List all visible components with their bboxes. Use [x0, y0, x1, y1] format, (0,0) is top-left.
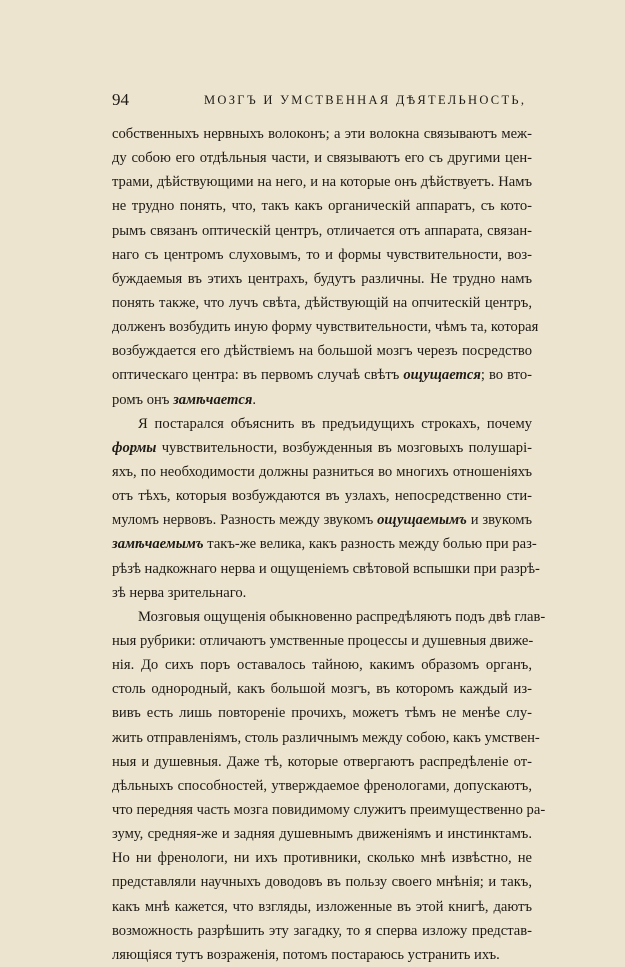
text-line [112, 146, 532, 170]
text-line [112, 388, 532, 412]
text-line [112, 750, 532, 774]
body-text [112, 122, 546, 967]
text-segment: не трудно понять, что, такъ какъ органическій аппаратъ, съ кото- [112, 198, 532, 215]
text-segment: такъ-же велика, какъ разность между болью при раз- [203, 536, 537, 553]
text-segment: ромъ онъ [112, 391, 174, 408]
text-line [112, 315, 539, 339]
emphasized-text: ощущаемымъ [377, 512, 467, 529]
text-segment: яхъ, по необходимости должны разниться во многихъ отношеніяхъ [112, 463, 532, 480]
text-segment: представляли научныхъ доводовъ въ пользу своего мнѣнія; и такъ, [112, 874, 532, 891]
text-segment: отъ тѣхъ, которыя возбуждаются въ узлахъ, непосредственно сти- [112, 488, 532, 505]
text-line [112, 943, 532, 967]
text-line [112, 267, 532, 291]
text-segment: наго съ центромъ слуховымъ, то и формы чувствительности, воз- [112, 246, 532, 263]
text-segment: зѣ нерва зрительнаго. [112, 584, 247, 601]
text-segment: трами, дѣйствующими на него, и на которые онъ дѣйствуетъ. Намъ [112, 174, 532, 191]
paragraph [112, 412, 540, 605]
text-line [112, 701, 532, 725]
emphasized-text: ощущается [403, 367, 481, 384]
text-segment: Мозговыя ощущенія обыкновенно распредѣляютъ подъ двѣ глав- [138, 608, 546, 625]
text-line [112, 774, 532, 798]
text-segment: буждаемыя въ этихъ центрахъ, будутъ различны. Не трудно намъ [112, 270, 532, 287]
text-segment: вивъ есть лишь повтореніе прочихъ, можетъ тѣмъ не менѣе слу- [112, 705, 532, 722]
text-line [112, 798, 546, 822]
text-line [112, 870, 532, 894]
text-line [112, 677, 532, 701]
text-segment: ныя и душевныя. Даже тѣ, которые отвергаютъ распредѣленіе от- [112, 753, 532, 770]
running-title: МОЗГЪ И УМСТВЕННАЯ ДѢЯТЕЛЬНОСТЬ, [204, 93, 527, 107]
text-segment: ; во вто- [480, 367, 532, 384]
text-line [112, 919, 532, 943]
text-segment: жить отправленіямъ, столь различнымъ между собою, какъ умствен- [112, 729, 540, 746]
page-number: 94 [112, 90, 129, 109]
text-line [112, 822, 532, 846]
text-segment: нія. До сихъ поръ оставалось тайною, какимъ образомъ органъ, [112, 657, 532, 674]
page-header [112, 90, 532, 112]
text-line [112, 629, 532, 653]
emphasized-text: замѣчаемымъ [112, 536, 204, 553]
text-line [112, 508, 532, 532]
text-segment: ду собою его отдѣльныя части, и связываютъ его съ другими цен- [112, 150, 532, 167]
text-segment: Я постарался объяснить въ предъидущихъ строкахъ, почему [138, 415, 532, 432]
text-segment: рымъ связанъ оптическій центръ, отличается отъ аппарата, связан- [112, 222, 532, 239]
text-line [112, 194, 532, 218]
paragraph [112, 605, 546, 967]
text-line [112, 605, 546, 629]
text-line [112, 170, 532, 194]
text-line [112, 363, 532, 387]
text-line [112, 557, 540, 581]
text-segment: и звукомъ [466, 512, 532, 529]
text-segment: столь однородный, какъ большой мозгъ, въ которомъ каждый из- [112, 681, 532, 698]
text-segment: понять также, что лучъ свѣта, дѣйствующій на опчитескій центръ, [112, 294, 532, 311]
text-line [112, 291, 532, 315]
text-line [112, 339, 532, 363]
text-segment: какъ мнѣ кажется, что взгляды, изложенные въ этой книгѣ, даютъ [112, 898, 532, 915]
text-segment: оптическаго центра: въ первомъ случаѣ свѣтъ [112, 367, 404, 384]
text-segment: Но ни френологи, ни ихъ противники, сколько мнѣ извѣстно, не [112, 850, 532, 867]
text-segment: муломъ нервовъ. Разность между звукомъ [112, 512, 378, 529]
text-line [112, 895, 532, 919]
text-segment: собственныхъ нервныхъ волоконъ; а эти волокна связываютъ меж- [112, 126, 532, 142]
text-segment: . [252, 391, 257, 408]
text-line [112, 412, 532, 436]
text-segment: что передняя часть мозга повидимому служитъ преимущественно ра- [112, 801, 546, 818]
text-line [112, 726, 540, 750]
text-segment: дѣльныхъ способностей, утверждаемое френологами, допускаютъ, [112, 777, 532, 794]
text-segment: чувствительности, возбужденныя въ мозговыхъ полушарі- [156, 439, 532, 456]
text-segment: возбуждается его дѣйствіемъ на большой мозгъ черезъ посредство [112, 343, 532, 360]
paragraph [112, 122, 539, 412]
text-line [112, 581, 532, 605]
text-segment: ныя рубрики: отличаютъ умственные процессы и душевныя движе- [112, 632, 534, 649]
emphasized-text: формы [112, 439, 157, 456]
text-segment: зуму, средняя-же и задняя душевнымъ движеніямъ и инстинктамъ. [112, 826, 532, 843]
text-segment: возможность разрѣшить эту загадку, то я сперва изложу представ- [112, 922, 532, 939]
text-line [112, 653, 532, 677]
text-line [112, 484, 532, 508]
text-line [112, 122, 532, 146]
text-segment: долженъ возбудить иную форму чувствительности, чѣмъ та, которая [112, 319, 539, 336]
text-line [112, 460, 532, 484]
emphasized-text: замѣчается [173, 391, 253, 408]
text-line [112, 532, 537, 556]
text-segment: ляющіяся тутъ возраженія, потомъ постараюсь устранить ихъ. [112, 946, 500, 963]
text-line [112, 436, 532, 460]
text-line [112, 219, 532, 243]
text-segment: рѣзѣ надкожнаго нерва и ощущеніемъ свѣтовой вспышки при разрѣ- [112, 560, 540, 577]
text-line [112, 846, 532, 870]
text-line [112, 243, 532, 267]
